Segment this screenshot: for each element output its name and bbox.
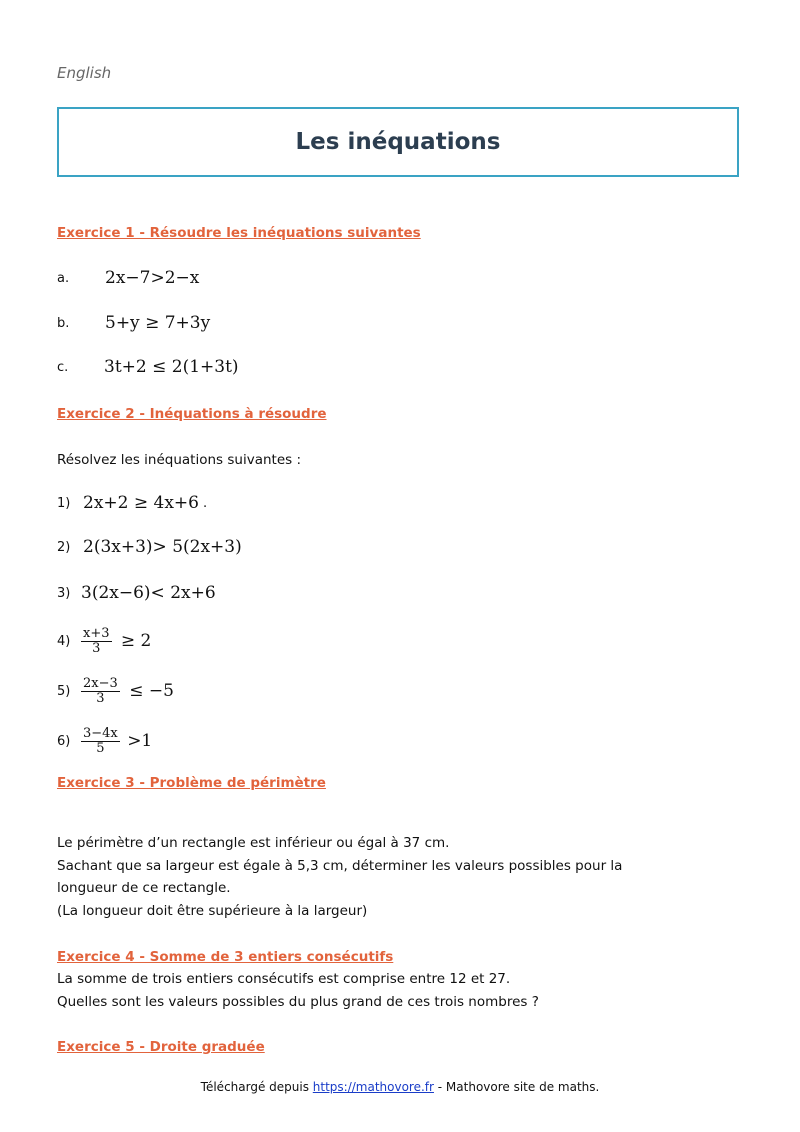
inequation — [81, 627, 151, 655]
footer-link[interactable]: https://mathovore.fr — [312, 1080, 434, 1094]
exercise-2-intro: Résolvez les inéquations suivantes : — [57, 452, 302, 468]
inequation: 2x−7>2−x — [105, 268, 200, 288]
text-line: Quelles sont les valeurs possibles du plus grand de ces trois nombres ? — [57, 993, 539, 1010]
denominator: 3 — [92, 640, 101, 656]
item-suffix: . — [202, 495, 208, 511]
item-label: c. — [57, 359, 69, 375]
exercise-3-text — [57, 832, 622, 922]
exercise-3-heading: Exercice 3 - Problème de périmètre — [57, 775, 326, 791]
exercise-1-heading: Exercice 1 - Résoudre les inéquations suivantes — [57, 225, 421, 241]
relation: ≥ 2 — [120, 630, 152, 651]
item-label: a. — [57, 270, 70, 286]
inequation: 2x+2 ≥ 4x+6 — [83, 493, 199, 513]
title-box — [57, 107, 739, 177]
footer-suffix: - Mathovore site de maths. — [433, 1080, 600, 1094]
ex2-item-2 — [57, 537, 242, 557]
ex1-item-c — [57, 357, 239, 377]
inequation: 3(2x−6)< 2x+6 — [81, 583, 216, 603]
inequation: 3t+2 ≤ 2(1+3t) — [104, 357, 239, 377]
fraction — [81, 677, 120, 705]
text-line: longueur de ce rectangle. — [57, 880, 231, 896]
item-label: 1) — [57, 495, 71, 511]
exercise-4-heading: Exercice 4 - Somme de 3 entiers consécutifs — [57, 949, 394, 965]
ex2-item-5 — [57, 677, 174, 705]
footer-prefix: Téléchargé depuis — [200, 1080, 313, 1094]
numerator: 2x−3 — [83, 676, 118, 691]
item-label: 5) — [57, 683, 71, 699]
ex2-item-4 — [57, 627, 151, 655]
footer — [0, 1080, 800, 1094]
page-title: Les inéquations — [295, 129, 501, 155]
ex1-item-a — [57, 268, 199, 288]
inequation — [81, 727, 152, 755]
ex2-item-3 — [57, 583, 216, 603]
relation: >1 — [127, 730, 153, 751]
language-label[interactable]: English — [57, 64, 112, 82]
item-label: 6) — [57, 733, 71, 749]
denominator: 3 — [96, 690, 105, 706]
fraction — [81, 627, 112, 655]
text-line: (La longueur doit être supérieure à la largeur) — [57, 902, 368, 919]
exercise-5-heading: Exercice 5 - Droite graduée — [57, 1039, 265, 1055]
text-line: Le périmètre d’un rectangle est inférieur ou égal à 37 cm. — [57, 835, 450, 851]
inequation: 5+y ≥ 7+3y — [105, 313, 211, 333]
item-label: 3) — [57, 585, 71, 601]
ex2-item-6 — [57, 727, 152, 755]
exercise-4-text — [57, 968, 539, 1013]
inequation — [81, 677, 174, 705]
numerator: x+3 — [83, 626, 110, 641]
denominator: 5 — [96, 740, 105, 756]
ex1-item-b — [57, 313, 210, 333]
fraction — [81, 727, 120, 755]
exercise-2-heading: Exercice 2 - Inéquations à résoudre — [57, 406, 327, 422]
text-line: La somme de trois entiers consécutifs est comprise entre 12 et 27. — [57, 971, 511, 987]
relation: ≤ −5 — [129, 680, 174, 701]
item-label: b. — [57, 315, 70, 331]
numerator: 3−4x — [83, 726, 118, 741]
item-label: 4) — [57, 633, 71, 649]
ex2-item-1 — [57, 493, 207, 513]
item-label: 2) — [57, 539, 71, 555]
text-line: Sachant que sa largeur est égale à 5,3 cm, déterminer les valeurs possibles pour la — [57, 857, 623, 874]
inequation: 2(3x+3)> 5(2x+3) — [83, 537, 242, 557]
